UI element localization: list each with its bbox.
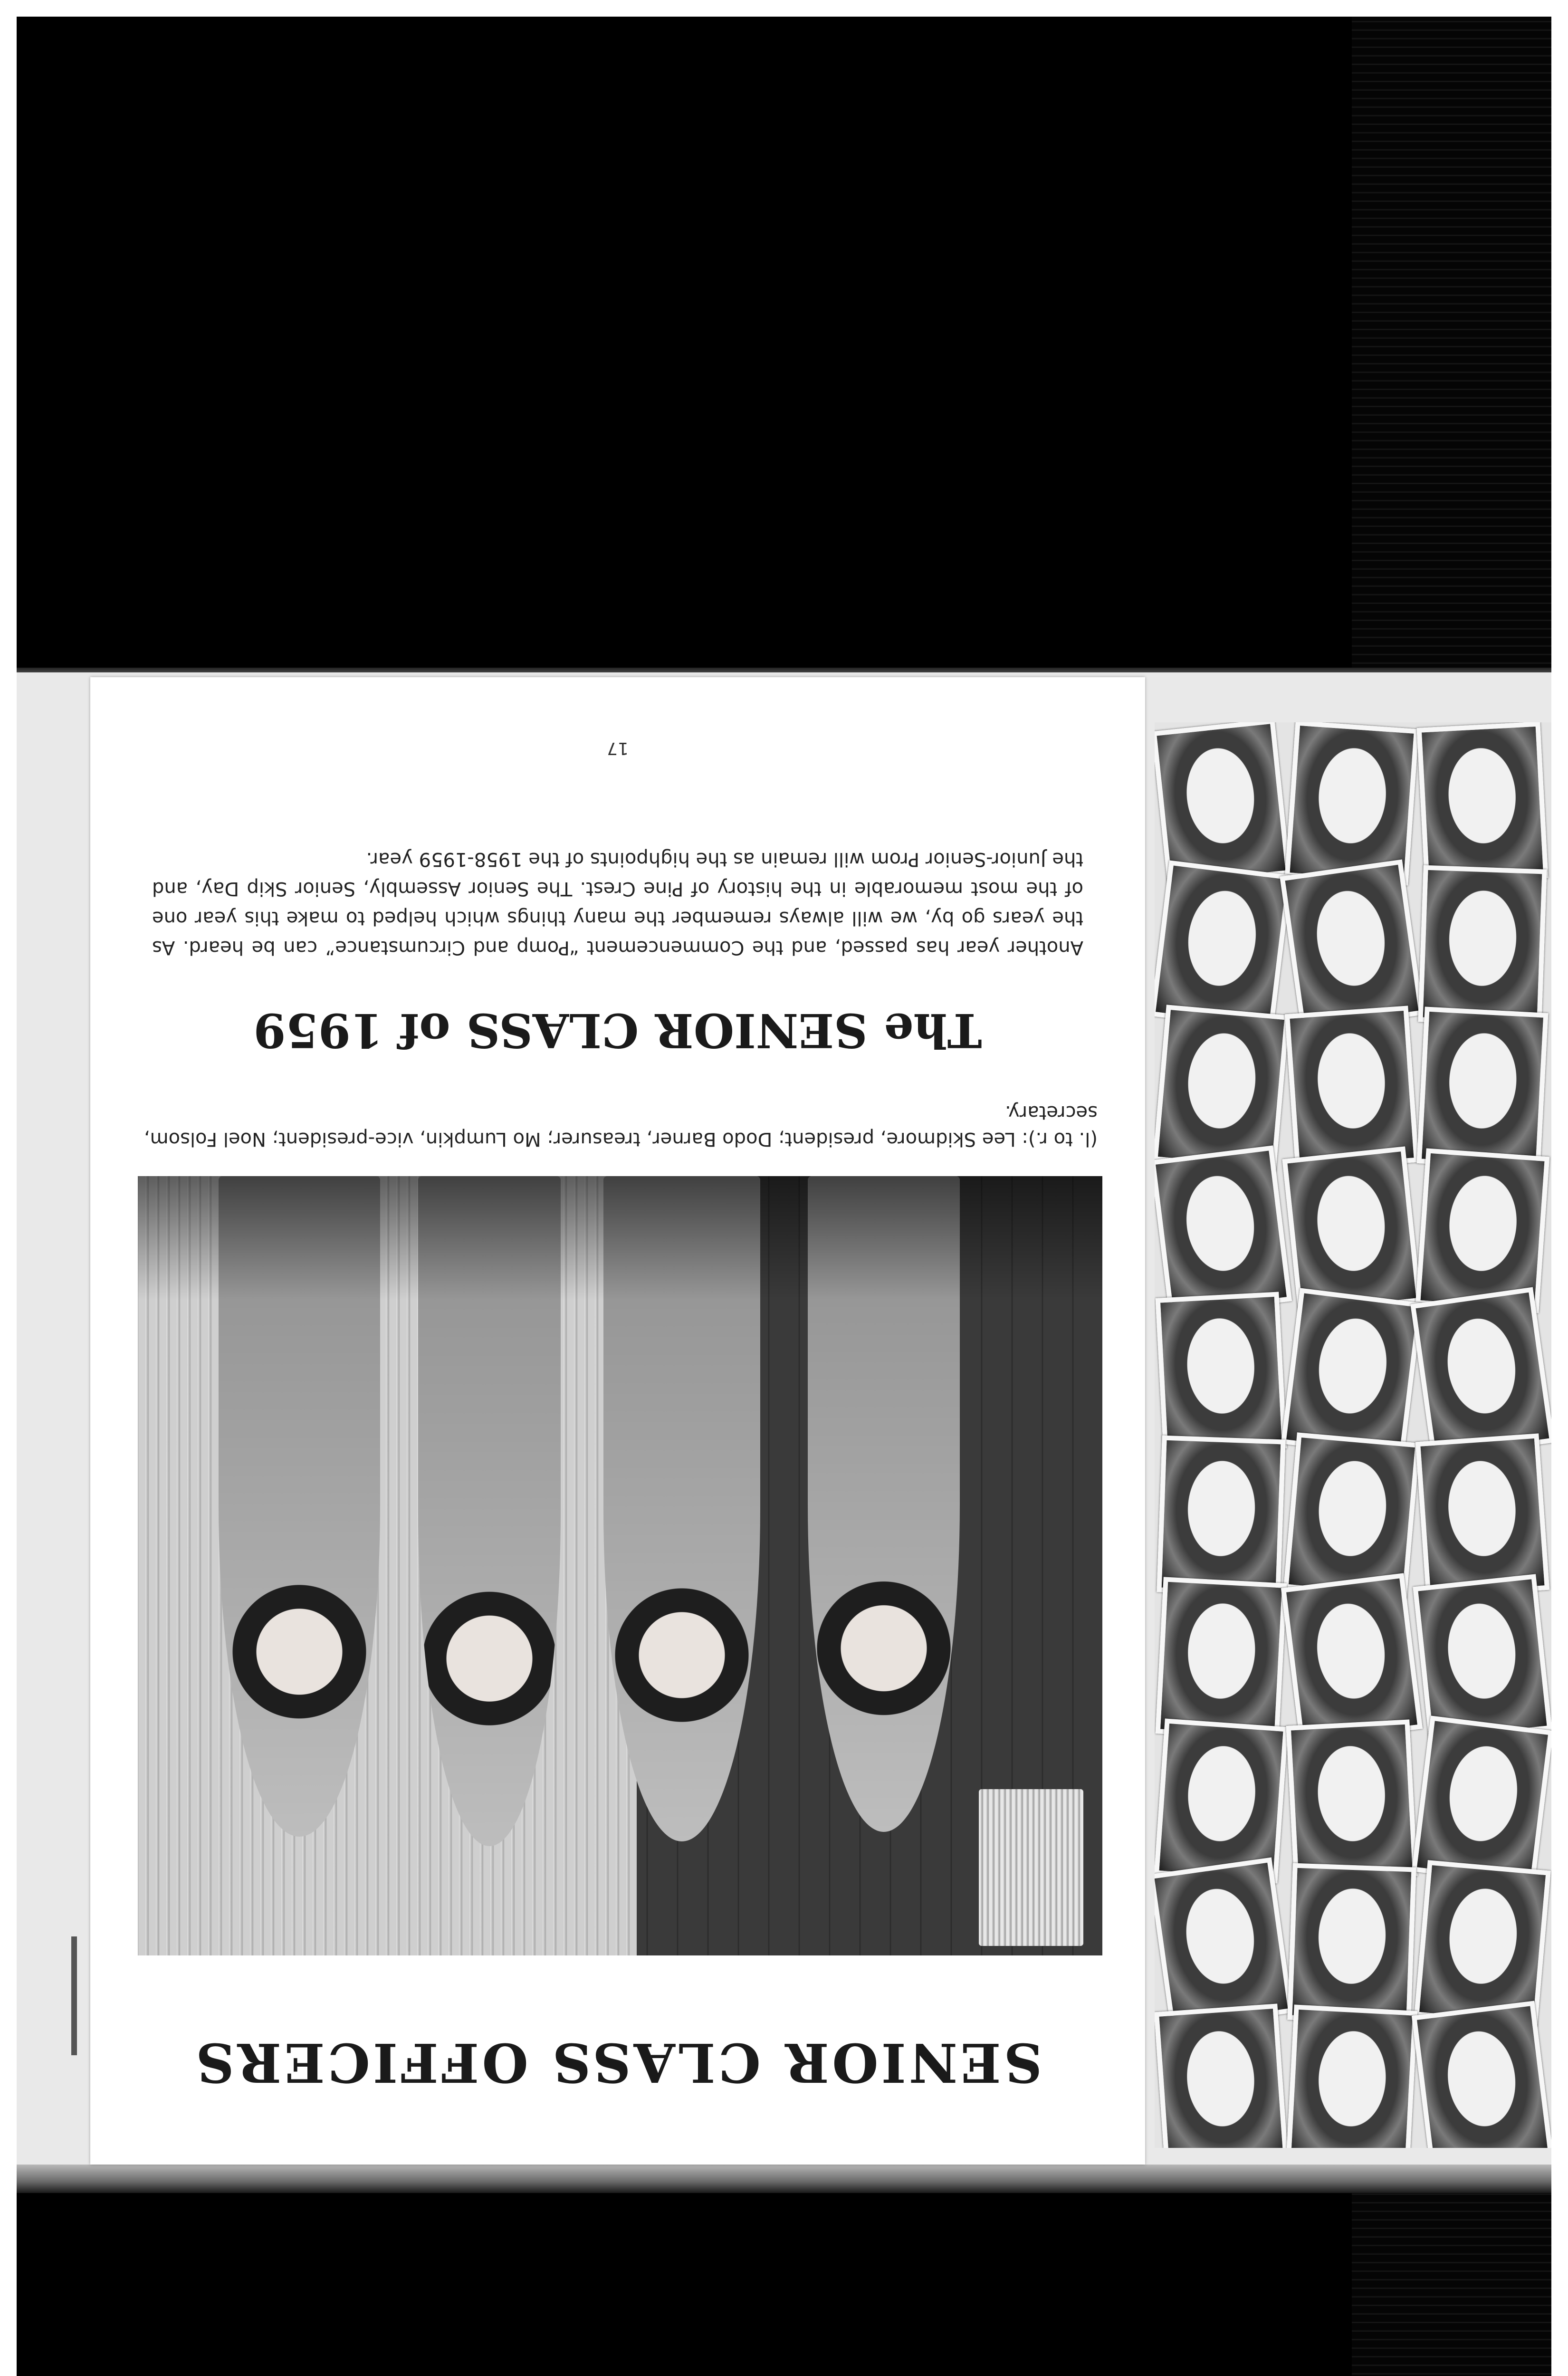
officers-photo — [138, 1176, 1102, 1955]
senior-portrait — [1418, 865, 1547, 1026]
senior-portrait — [1415, 1433, 1549, 1598]
photo-shadow — [138, 1176, 1102, 1300]
page-number: 17 — [607, 738, 629, 758]
section-title: The SENIOR CLASS of 1959 — [253, 1003, 982, 1057]
senior-portrait — [1286, 1719, 1418, 1882]
senior-portrait — [1155, 1145, 1292, 1316]
page-title: SENIOR CLASS OFFICERS — [193, 2031, 1042, 2093]
page-edge-mark — [71, 1936, 77, 2055]
senior-portrait — [1155, 2003, 1288, 2148]
binding-edge — [17, 2165, 1551, 2193]
senior-portrait — [1156, 1577, 1287, 1740]
yearbook-page — [90, 677, 1145, 2165]
senior-portrait-collage — [1155, 722, 1551, 2148]
senior-portrait — [1412, 2001, 1551, 2148]
senior-portrait — [1285, 1006, 1419, 1170]
photo-caption: (l. to r.): Lee Skidmore, president; Dodo Barner, treasurer; Mo Lumpkin, vice-president; Noel Folsom, secretary. — [143, 1102, 1098, 1150]
body-paragraph: Another year has passed, and the Commencement “Pomp and Circumstance” can be heard. As the years go by, we will always remember the many things which helped to make this year one of the most memorable in the history of Pine Crest. The Senior Assembly, Senior Skip Day, and the Junior-Senior Prom will remain as the highpoints of the 1958-1959 year. — [152, 848, 1083, 958]
senior-portrait — [1157, 1436, 1285, 1597]
senior-portrait — [1417, 722, 1549, 885]
senior-portrait — [1286, 2004, 1418, 2148]
senior-portrait — [1417, 1006, 1549, 1169]
senior-portrait — [1281, 1573, 1423, 1744]
lamp-shade — [979, 1789, 1083, 1946]
senior-portrait — [1287, 1863, 1416, 2024]
senior-portrait — [1156, 1292, 1287, 1455]
